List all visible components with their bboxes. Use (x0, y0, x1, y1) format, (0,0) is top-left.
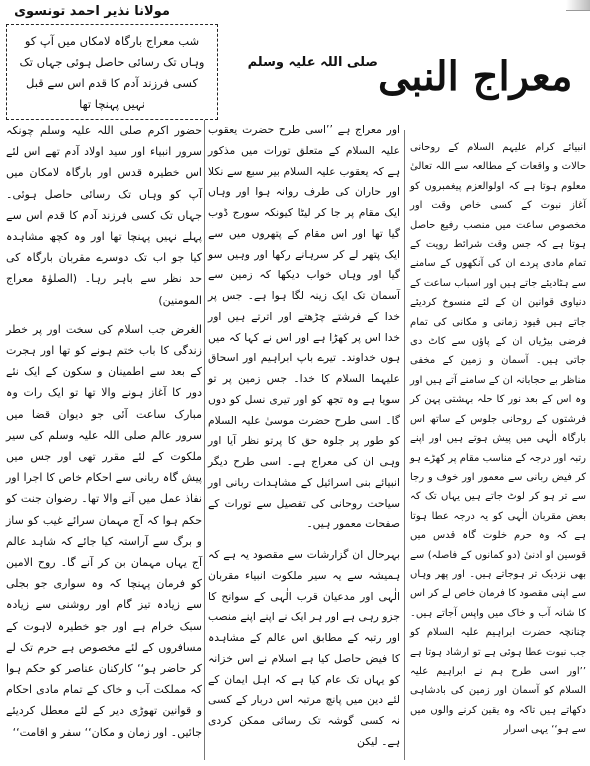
article-column-right (410, 138, 586, 744)
author-name: مولانا نذیر احمد تونسوی (14, 4, 170, 19)
paragraph: بہرحال ان گزارشات سے مقصود یہ ہے کہ ہمیشہ سے یہ سیر ملکوت انبیاء مقربان الٰہی اور مدعیان قرب الٰہی کے سوانح کا جزو رہی ہے اور ہر ایک نے اپنے اپنے منصب اور رتبہ کے مطابق اس عالم کے مشاہدہ کا فیض حاصل کیا ہے اسلام نے اس خزانہ کو یہاں تک عام کیا ہے کہ اہل ایمان کے لئے دین میں پانچ مرتبہ اس دربار کے کسی نہ کسی گوشہ تک رسائی ممکن کردی ہے۔ لیکن (208, 548, 400, 748)
pull-quote-box (6, 24, 218, 120)
pull-quote-text: شب معراج بارگاہ لامکاں میں آپ کو وہاں تک رسائی حاصل ہوئی جہاں تک کسی فرزند آدم کا قدم اس سے قبل نہیں پہنچا تھا (19, 34, 205, 111)
paragraph: انبیائے کرام علیہم السلام کے روحانی حالات و واقعات کے مطالعہ سے اللہ تعالیٰ معلوم ہوتا ہے کہ اولوالعزم پیغمبروں کو آغاز نبوت کے کسی خاص وقت اور مخصوص ساعت میں منصب رفیع حاصل ہوتا ہے کہ جس وقت شرائط رویت کے تمام مادی پردے ان کی آنکھوں کے سامنے سے ہٹادیئے جاتے ہیں اور اسباب ساعت کے دنیاوی قوانین ان کے لئے منسوخ کردیئے جاتے ہیں قیود زمانی و مکانی کی تمام فرضی بیڑیاں ان کے پاؤں سے کاٹ دی جاتی ہیں۔ آسمان و زمین کے مخفی مناظر بے حجابانہ ان کے سامنے آتے ہیں اور وہ اس کے بعد نور کا حلہ بہشتی پہن کر فرشتوں کے روحانی جلوس کے ساتھ اس بارگاہ الٰہی میں پیش ہوتے ہیں اور اپنے رتبہ اور درجہ کے مناسب مقام پر کھڑے ہو کر فیض ربانی سے معمور اور خوف و رجا سے تر ہو کر لوٹ جاتے ہیں یہاں تک کہ بعض مقربان الٰہی کو یہ درجہ عطا ہوتا ہے کہ وہ حرم خلوت گاہ قدس میں قوسین او ادنیٰ (دو کمانوں کے فاصلہ) سے بھی نزدیک تر ہوجاتے ہیں۔ اور پھر وہاں سے اپنی مقصود کا فرمان خاص لے کر اس کا شانہ آب و خاک میں واپس آجاتے ہیں۔ چنانچہ حضرت ابراہیم علیہ السلام کو جب نبوت عطا ہوئی ہے تو ارشاد ہوتا ہے ’’اور اسی طرح ہم نے ابراہیم علیہ السلام کو آسمان اور زمین کی بادشاہی دکھاتے ہیں تاکہ وہ یقین کرنے والوں میں سے ہو‘‘ یہی اسرار (410, 142, 586, 736)
article-title (238, 28, 578, 124)
page-corner (566, 0, 590, 11)
article-column-middle (208, 120, 400, 757)
column-divider (204, 120, 205, 760)
paragraph: الغرض جب اسلام کی سخت اور پر خطر زندگی کا باب ختم ہونے کو تھا اور ہجرت کے بعد سے اطمینان و سکون کے ایک نئے دور کا آغاز ہونے والا تھا تو ایک رات وہ مبارک ساعت آئی جو دیوان قضا میں سرور عالم صلی اللہ علیہ وسلم کی سیر ملکوت کے لئے مقرر تھی اور جس میں پیش گاہ ربانی سے احکام خاص کا اجرا اور نفاذ عمل میں آنے والا تھا۔ رضوان جنت کو حکم ہوا کہ آج مہمان سرائے غیب کو ساز و برگ سے آراستہ کیا جائے کہ شاہد عالم آج یہاں مہمان بن کر آنے گا۔ روح الامین کو فرمان پہنچا کہ وہ سواری جو بجلی سے زیادہ تیز گام اور روشنی سے زیادہ سبک خرام ہے اور جو خطیرہ لاہوت کے مسافروں کے لئے مخصوص ہے حرم تک لے کر حاضر ہو‘‘ کارکنان عناصر کو حکم ہوا کہ مملکت آب و خاک کے تمام مادی احکام و قوانین تھوڑی دیر کے لئے معطل کردیئے جائیں۔ اور زمان و مکان‘‘ سفر و اقامت‘‘ (6, 322, 202, 739)
title-honorific: صلی اللہ علیہ وسلم (247, 54, 378, 70)
column-divider (404, 130, 405, 760)
title-text: معراج النبی (377, 52, 573, 100)
article-column-left (6, 120, 202, 747)
paragraph: حضور اکرم صلی اللہ علیہ وسلم چونکہ سرور انبیاء اور سید اولاد آدم تھے اس لئے اس خطیرہ قدس اور بارگاہ لامکان میں آپ کو وہاں تک رسائی حاصل ہوئی۔ جہاں تک کسی فرزند آدم کا قدم اس سے پہلے نہیں پہنچا تھا اور وہ کچھ مشاہدہ کیا جو اب تک دوسرے مقربان بارگاہ کی حد نظر سے باہر رہا۔ (الصلوٰۃ معراج المومنین) (6, 124, 202, 307)
paragraph: اور معراج ہے ’’اسی طرح حضرت یعقوب علیہ السلام کے متعلق تورات میں مذکور ہے کہ یعقوب علیہ السلام بیر سبع سے نکلا اور حاران کی طرف روانہ ہوا اور وہاں ایک مقام پر جا کر لیٹا کیونکہ سورج ڈوب گیا تھا اور اس مقام کے پتھروں میں سے ایک پتھر لے کر سرہانے رکھا اور وہیں سو گیا اور وہاں خواب دیکھا کہ زمین سے آسمان تک ایک زینہ لگا ہوا ہے۔ جس پر خدا کے فرشتے چڑھتے اور اترتے ہیں اور خدا اس پر کھڑا ہے اور اس نے کہا کہ میں ہوں خداوند۔ تیرے باپ ابراہیم اور اسحاق علیہما السلام کا خدا۔ جس زمین پر تو سویا ہے وہ تجھ کو اور تیری نسل کو دوں گا۔ اسی طرح حضرت موسیٰ علیہ السلام کو طور پر جلوہ حق کا پرتو نظر آیا اور وہی ان کی معراج ہے۔ اسی طرح دیگر انبیائے بنی اسرائیل کے مشاہدات ربانی اور سیاحت روحانی کی تفصیل سے تورات کے صفحات معمور ہیں۔ (208, 123, 400, 531)
